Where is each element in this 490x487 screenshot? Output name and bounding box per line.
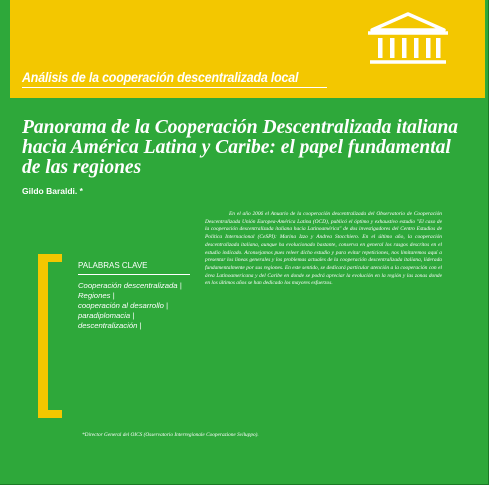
keywords-divider xyxy=(78,274,190,275)
section-title: Análisis de la cooperación descentralizada local xyxy=(22,70,299,85)
keyword-item: Cooperación descentralizada | xyxy=(78,281,182,290)
author-footnote: *Director General del OICS (Osservatorio Interregionale Cooperazione Sviluppo). xyxy=(82,432,259,438)
keyword-item: Regiones | xyxy=(78,290,115,300)
keywords-list xyxy=(78,281,182,331)
article-abstract: En el año 2006 el Anuario de la cooperación descentralizada del Observatorio de Cooperación Descentralizada Unión Europea-América Latina (OCD), publicó el óptimo y exhaustivo estudio "El caso de la cooperación descentralizada italiana hacia Latinoamérica" de dos investigadores del Centro Estudios de Política Internacional (CeSPI): Marina Izzo y Andrea Stocchiero. En el último año, la cooperación descentralizada italiana, aunque ha evolucionado bastante, conserva en general los rasgos descritos en el estudio indicado. Aconsejamos pues releer dicho estudio y para evitar repeticiones, nos limitaremos aquí a presentar los lineas generales y los problemas actuales de la cooperación descentralizada italiana, liderada fundamentalmente por sus regiones. En este sentido, se dedicará particular atención a la cooperación con el área Latinoamericana y del Caribe en donde se podrá apreciar la evolución en la región y las zonas donde en los últimos años se han dedicado los mayores esfuerzos. xyxy=(205,211,442,287)
section-underline xyxy=(22,87,327,88)
keywords-heading: PALABRAS CLAVE xyxy=(78,261,148,270)
keyword-item: paradiplomacia | xyxy=(78,310,135,320)
keyword-item: descentralización | xyxy=(78,320,142,330)
greek-temple-icon xyxy=(360,8,456,74)
article-title: Panorama de la Cooperación Descentralizada italiana hacia América Latina y Caribe: el papel fundamental de las regiones xyxy=(22,117,459,178)
keywords-bracket-decoration xyxy=(38,254,66,418)
article-author: Gildo Baraldi. * xyxy=(22,186,83,196)
keyword-item: cooperación al desarrollo | xyxy=(78,300,169,310)
